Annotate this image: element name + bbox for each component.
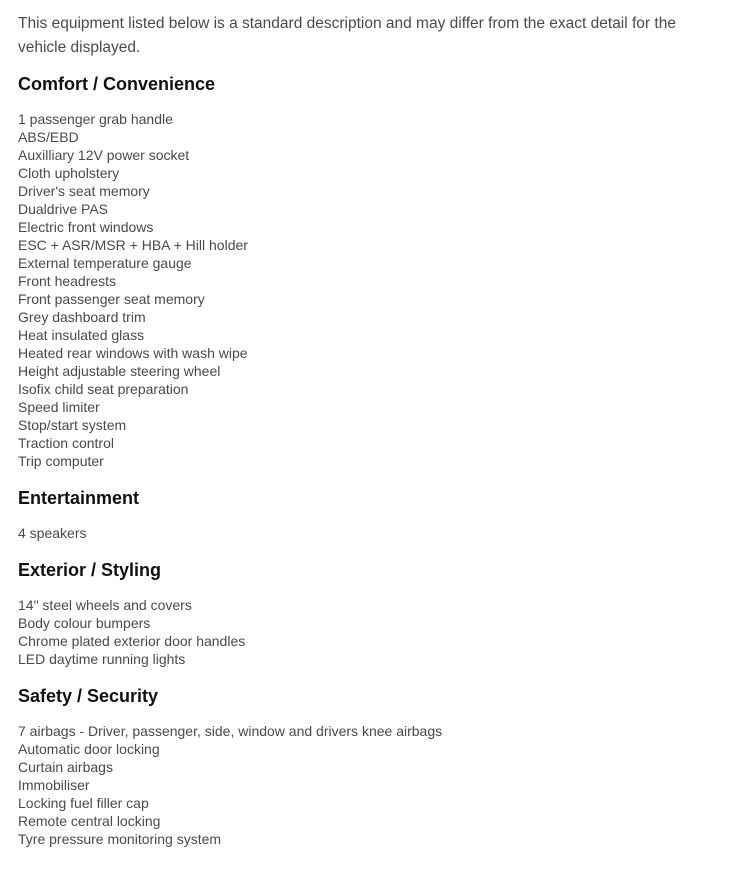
equipment-item: Stop/start system xyxy=(18,417,127,433)
equipment-item: Traction control xyxy=(18,435,114,451)
equipment-item: 4 speakers xyxy=(18,525,87,541)
section-entertainment xyxy=(18,486,711,542)
equipment-item: 1 passenger grab handle xyxy=(18,111,173,127)
section-heading: Entertainment xyxy=(18,488,140,508)
equipment-item: Dualdrive PAS xyxy=(18,201,109,217)
equipment-item: Auxilliary 12V power socket xyxy=(18,147,190,163)
equipment-item: ABS/EBD xyxy=(18,129,79,145)
equipment-item: Trip computer xyxy=(18,453,104,469)
section-comfort-convenience xyxy=(18,72,711,470)
section-heading: Comfort / Convenience xyxy=(18,74,216,94)
equipment-item: Heated rear windows with wash wipe xyxy=(18,345,248,361)
section-heading: Safety / Security xyxy=(18,686,159,706)
equipment-item: Isofix child seat preparation xyxy=(18,381,189,397)
equipment-item: 14" steel wheels and covers xyxy=(18,597,192,613)
equipment-item: Remote central locking xyxy=(18,813,161,829)
equipment-item: Height adjustable steering wheel xyxy=(18,363,221,379)
equipment-item: Body colour bumpers xyxy=(18,615,151,631)
equipment-disclaimer: This equipment listed below is a standard description and may differ from the exact detail for the vehicle displayed. xyxy=(18,15,676,56)
equipment-item: Curtain airbags xyxy=(18,759,113,775)
section-exterior-styling xyxy=(18,558,711,668)
equipment-item: Immobiliser xyxy=(18,777,90,793)
equipment-item: External temperature gauge xyxy=(18,255,192,271)
equipment-list xyxy=(18,524,711,542)
equipment-item: 7 airbags - Driver, passenger, side, window and drivers knee airbags xyxy=(18,723,443,739)
section-heading: Exterior / Styling xyxy=(18,560,162,580)
equipment-item: Driver's seat memory xyxy=(18,183,150,199)
equipment-item: Chrome plated exterior door handles xyxy=(18,633,246,649)
equipment-item: Automatic door locking xyxy=(18,741,160,757)
equipment-item: Cloth upholstery xyxy=(18,165,120,181)
section-safety-security xyxy=(18,684,711,848)
equipment-item: LED daytime running lights xyxy=(18,651,186,667)
equipment-item: Heat insulated glass xyxy=(18,327,145,343)
equipment-sections xyxy=(18,72,711,848)
equipment-item: Electric front windows xyxy=(18,219,154,235)
equipment-item: Front passenger seat memory xyxy=(18,291,205,307)
equipment-item: Tyre pressure monitoring system xyxy=(18,831,222,847)
equipment-list xyxy=(18,596,711,668)
equipment-item: Speed limiter xyxy=(18,399,100,415)
equipment-list xyxy=(18,722,711,848)
equipment-list xyxy=(18,110,711,470)
equipment-item: Locking fuel filler cap xyxy=(18,795,149,811)
equipment-item: ESC + ASR/MSR + HBA + Hill holder xyxy=(18,237,248,253)
equipment-item: Grey dashboard trim xyxy=(18,309,146,325)
equipment-item: Front headrests xyxy=(18,273,117,289)
